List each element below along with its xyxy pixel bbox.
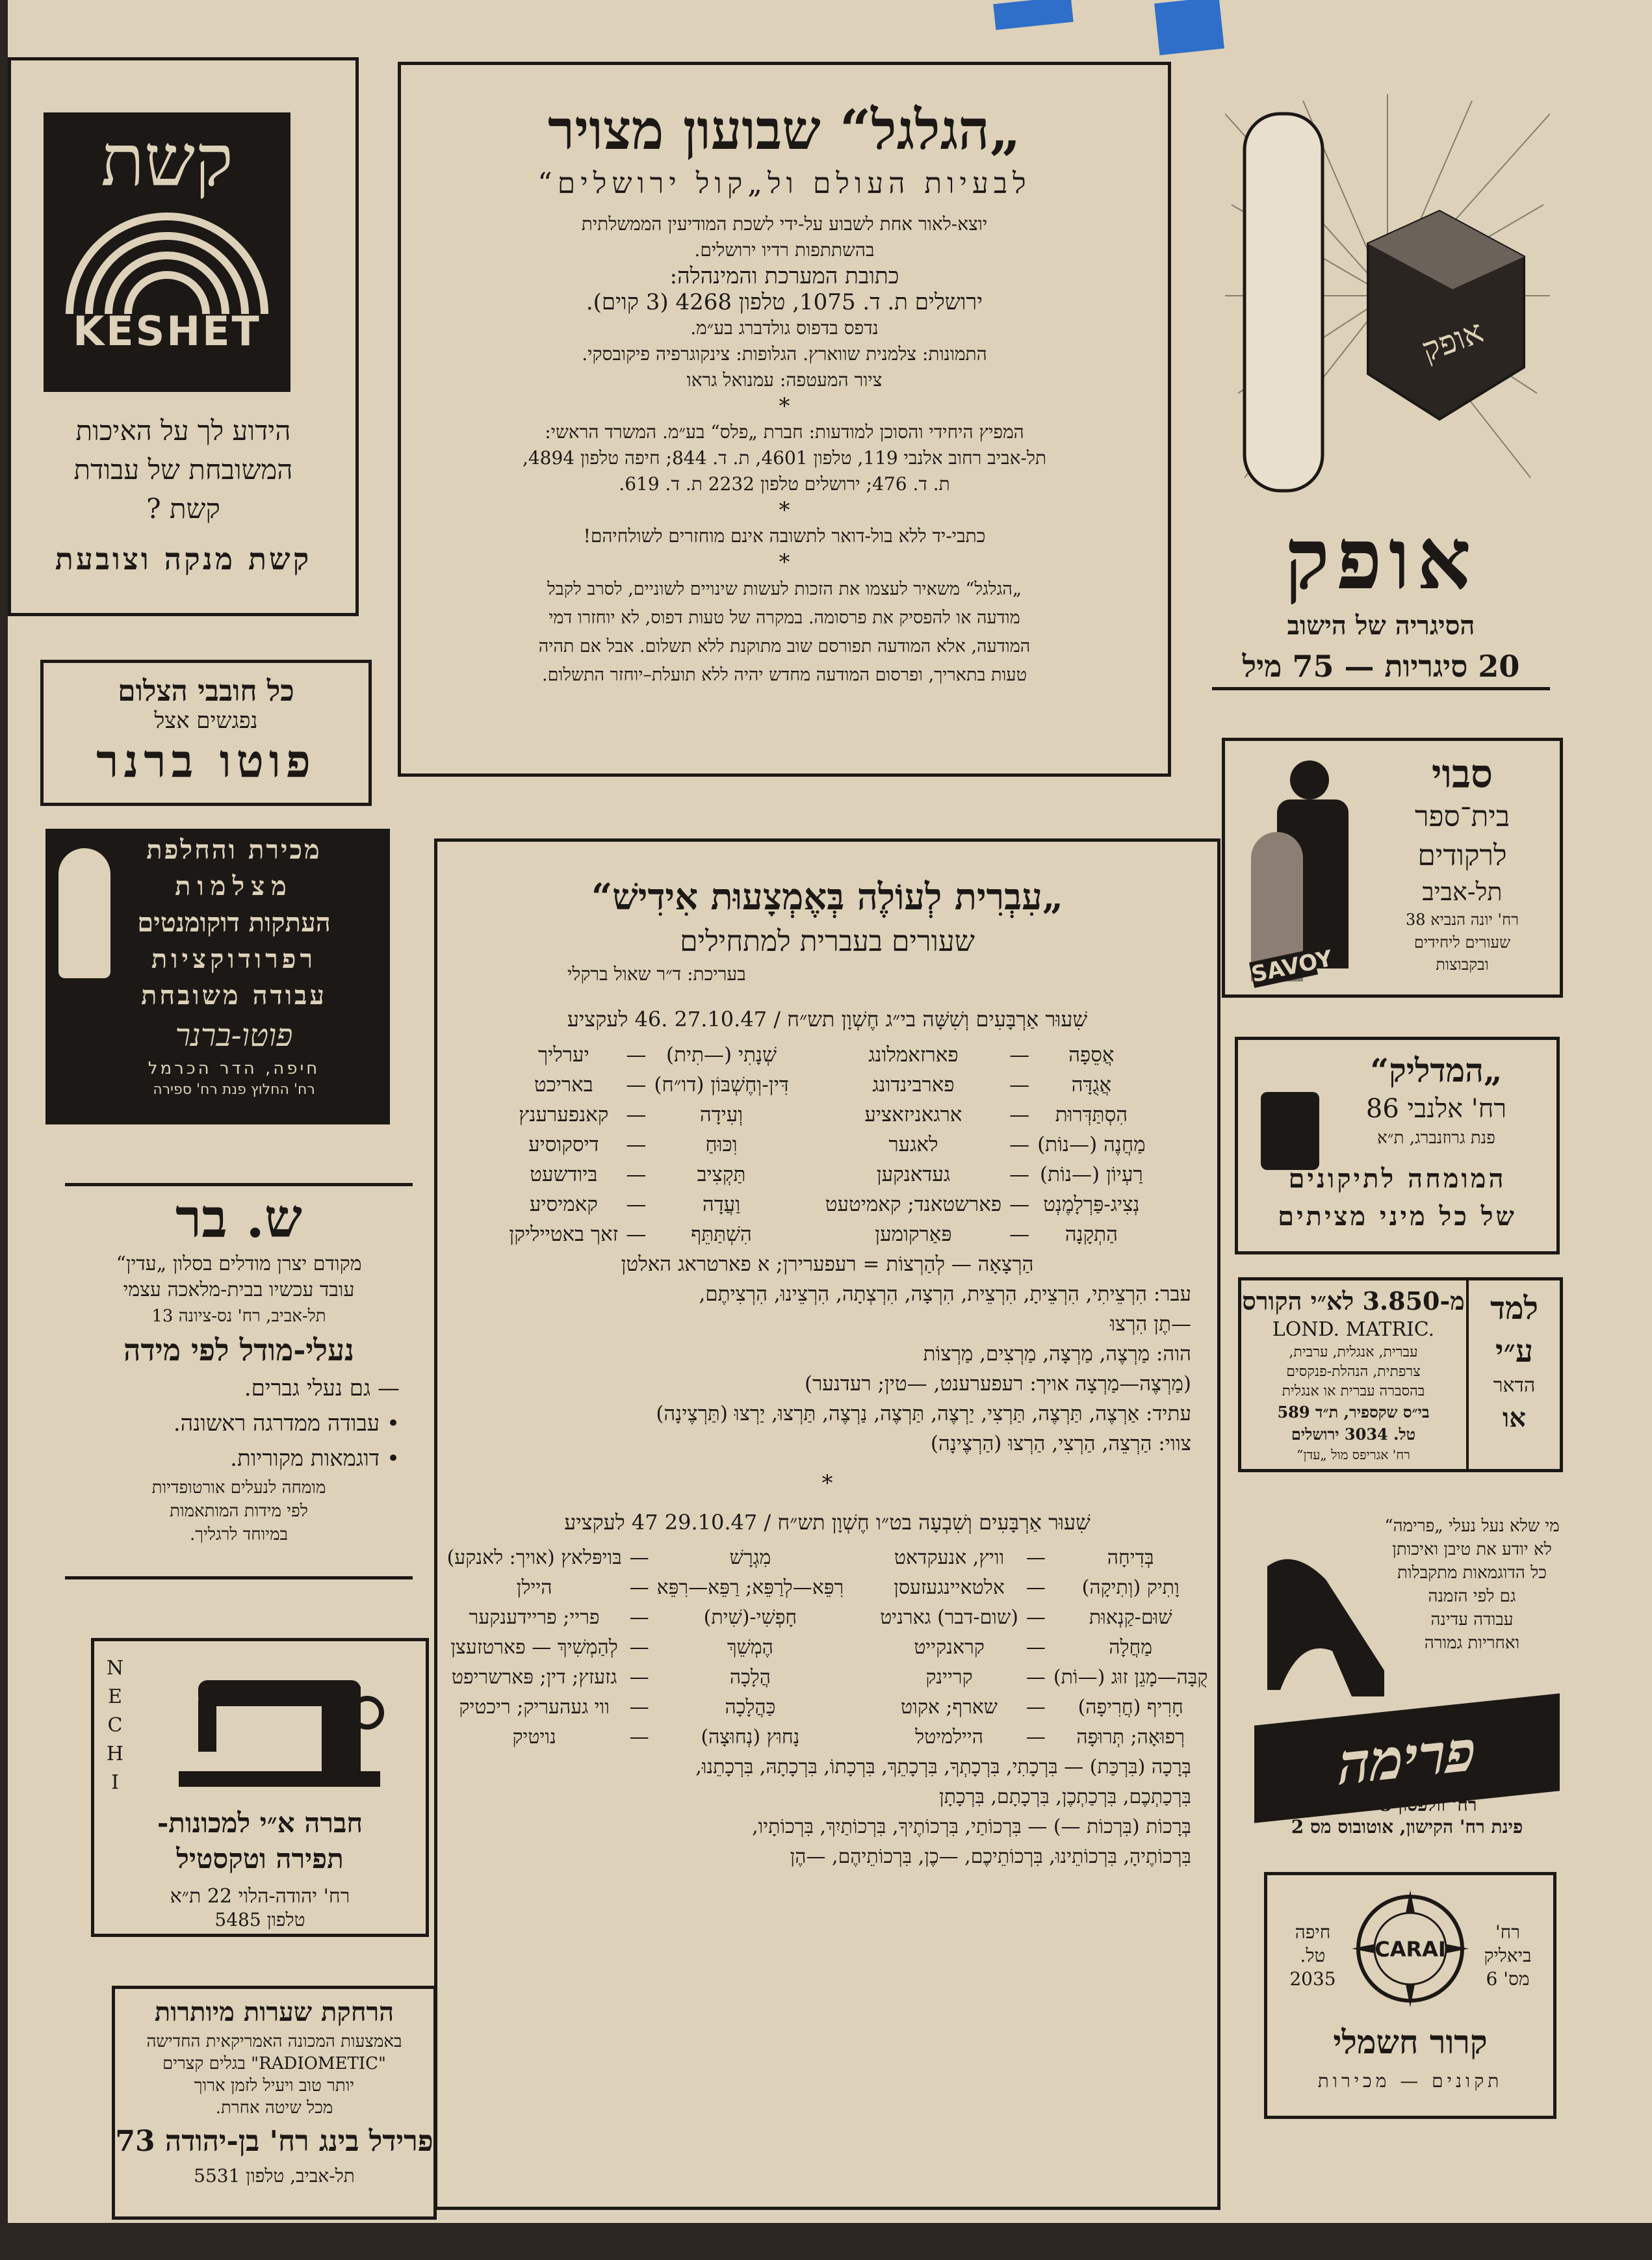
vocab-cell: —: [1026, 1696, 1046, 1719]
prima-line: גם לפי הזמנה: [1428, 1587, 1516, 1606]
grammar-line: עתיד: אַרְצֶה, תַּרְצֶה, תַּרְצִי, יַרְצֶה, תַּרְצֶה, נַרְצֶה, תַּרְצוּ, יַרְצוּ (תַּרְצֶינָה): [656, 1402, 1191, 1425]
imprint-line: המפיץ היחידי והסוכן למודעות: חברת „פלס“ בע״מ. המשרד הראשי:: [545, 421, 1024, 443]
vocab-row: [443, 1722, 1212, 1752]
grammar-line: בְּרָכוֹת (בִּרְכוֹת —) — בִּרְכוֹתַי, בִּרְכוֹתֶיךָ, בִּרְכוֹתַיִךְ, בִּרְכוֹתָיו,: [752, 1815, 1191, 1838]
ofek-brand: אופק: [1284, 509, 1478, 608]
vocab-cell: היילן: [516, 1576, 552, 1599]
vocab-cell: קֻבָּה—מָגֵן זוּג (—וֹת): [1053, 1666, 1208, 1689]
vocab-cell: —: [626, 1163, 647, 1186]
cool-city: טל.: [1300, 1945, 1326, 1966]
paper-subtitle: לבעיות העולם ול„קול ירושלים“: [537, 167, 1031, 200]
imprint-line: בהשתתפות רדיו ירושלים.: [694, 239, 875, 261]
page-edge: [0, 2223, 1652, 2260]
prima-brand: פרימה: [1337, 1717, 1477, 1799]
matric-line: רח' אגריפס מול „עדן“: [1297, 1447, 1410, 1462]
cool-emblem-text: CARAI: [1375, 1937, 1446, 1962]
vocab-cell: —: [1026, 1606, 1046, 1629]
copying-line: העתקות דוקומנטים: [137, 907, 331, 938]
vocab-row: [505, 1040, 1149, 1070]
hair-line: מכל שיטה אחרת.: [215, 2098, 333, 2118]
imprint-line: כתובת המערכת והמינהלה:: [669, 263, 899, 289]
vocab-cell: בְּדִיחָה: [1107, 1546, 1154, 1569]
vocab-cell: —: [629, 1636, 649, 1659]
vocab-cell: וְעִידָה: [699, 1103, 743, 1126]
ad-savoy: [1222, 738, 1563, 998]
nechi-phone: טלפון 5485: [214, 1909, 305, 1930]
sewing-machine-icon: [172, 1661, 387, 1791]
cool-name: קרור חשמלי: [1333, 2023, 1488, 2061]
separator-star: *: [779, 497, 790, 523]
ber-line: תל-אביב, רח' נס-ציונה 13: [151, 1306, 326, 1326]
vocab-cell: בּויפּלאץ (אויך: לאנקע): [446, 1546, 622, 1569]
ad-cool-electric: [1264, 1872, 1556, 2119]
grammar-line: צווי: הַרְצֵה, הַרְצִי, הַרְצוּ (הַרְצֶינָה): [930, 1432, 1191, 1455]
vocab-cell: קריינק: [925, 1666, 973, 1689]
vocab-cell: רַעְיוֹן (—נוֹת): [1040, 1163, 1143, 1186]
vocab-cell: פארבינדונג: [872, 1073, 955, 1097]
vocab-cell: וָתִיק (וְתִיקָה): [1081, 1576, 1180, 1599]
vocab-cell: —: [629, 1666, 649, 1689]
separator-star: *: [821, 1470, 833, 1496]
grammar-line: בְּרָכָה (בִּרְכַּת) — בִּרְכָתִי, בִּרְכָתְךָ, בִּרְכָתֵךְ, בִּרְכָתוֹ, בִּרְכָתָהּ, בִּרְכָתֵנוּ,: [695, 1756, 1191, 1778]
vocab-cell: שארף; אקוט: [901, 1696, 998, 1719]
vocab-cell: חָרִיף (חֲרִיפָה): [1078, 1696, 1183, 1719]
prima-line: ואחריות גמורה: [1424, 1633, 1520, 1653]
ad-hair-removal: [112, 1986, 437, 2220]
keshet-text-line: הידוע לך על האיכות: [75, 415, 291, 447]
cool-address: ביאליק: [1484, 1945, 1532, 1966]
savoy-line: לרקודים: [1417, 839, 1507, 872]
savoy-line: שעורים ליחידים: [1413, 933, 1511, 952]
grammar-line: (מַרְצֶה—מַרְצָה אויך: רעפערענט, —טין; רעדנער): [804, 1372, 1191, 1396]
imprint-line: התמונות: צלמנית שווארץ. הגלופות: צינקוגרפיה פיקובסקי.: [582, 343, 987, 365]
savoy-line: ובקבוצות: [1436, 955, 1489, 974]
vocab-cell: קראנקייט: [914, 1636, 985, 1659]
cool-address: רח': [1495, 1921, 1521, 1943]
disclaimer-line: מודעה או להפסיק את פרסומה. במקרה של טעות דפוס, לא יוחזרו דמי: [549, 608, 1020, 628]
vocab-cell: געדאנקען: [876, 1163, 951, 1186]
matric-line: צרפתית, הנהלת-פנקסים: [1286, 1364, 1421, 1380]
keshet-logo-latin: KESHET: [73, 307, 261, 355]
masthead-imprint: [398, 62, 1171, 777]
ber-line: לפי מידות המותאמות: [170, 1501, 308, 1521]
blue-tab: [1154, 0, 1224, 55]
vocab-cell: —: [1026, 1576, 1046, 1599]
article-hebrew-lessons: [434, 838, 1220, 2210]
vocab-row: [505, 1130, 1149, 1160]
grammar-line: בִּרְכַתְכֶם, בִּרְכַתְכֶן, בִּרְכָתָם, בִּרְכָתָן: [939, 1786, 1191, 1808]
vocab-cell: מִגְרָשׁ: [729, 1546, 771, 1569]
copying-line: רפרודוקציות: [151, 944, 317, 974]
vocab-row: [505, 1070, 1149, 1100]
vocab-row: [443, 1663, 1212, 1693]
matric-side: למד: [1490, 1290, 1538, 1327]
savoy-logo-text: SAVOY: [1248, 945, 1336, 988]
vocab-cell: —: [1009, 1103, 1030, 1126]
vocab-cell: אֲגֻדָּה: [1071, 1073, 1112, 1097]
berner-subline: נפגשים אצל: [154, 708, 258, 734]
disclaimer-line: המודעה, אלא המודעה תפורסם שוב מתוקנת ללא תשלום. אבל אם תהיה: [538, 636, 1031, 656]
hamadlik-line: של כל מיני מציתים: [1278, 1201, 1517, 1232]
vocab-row: [443, 1573, 1212, 1603]
vocab-cell: נויטיק: [512, 1726, 556, 1748]
copying-line: מצלמות: [175, 871, 293, 902]
keshet-logo: [44, 112, 290, 392]
imprint-line: ירושלים ת. ד. 1075, טלפון 4268 (3 קוים).: [586, 289, 983, 315]
lesson-editor: בעריכת: ד״ר שאול ברקלי: [567, 963, 746, 985]
ber-line: מקודם יצרן מודלים בסלון „עדין“: [116, 1253, 362, 1275]
vocab-cell: כַּהֲלָכָה: [725, 1696, 776, 1719]
matric-line: בי״ס שקספיר, ת״ד 589: [1277, 1403, 1430, 1422]
vocab-cell: רְפוּאָה; תְּרוּפָה: [1076, 1726, 1185, 1748]
vocab-cell: ווי געהעריק; ריכטיק: [459, 1696, 610, 1719]
vocab-cell: (שום-דבר) גארניט: [880, 1606, 1018, 1629]
matric-line: מ-3.850 לא״י הקורס: [1242, 1286, 1465, 1316]
vocab-cell: —: [626, 1193, 647, 1216]
prima-address: פינת רח' הקישון, אוטובוס מס 2: [1291, 1816, 1523, 1838]
vocab-cell: נָחוּץ (נְחוּצָה): [701, 1726, 800, 1748]
vocab-cell: —: [626, 1133, 647, 1156]
savoy-line: תל-אביב: [1422, 877, 1503, 906]
vocab-cell: פריי; פריידענקער: [469, 1606, 600, 1629]
vocab-cell: דִּין-וְחֶשְׁבּוֹן (דו״ח): [654, 1073, 789, 1097]
vocab-cell: —: [626, 1223, 647, 1246]
vocab-cell: —: [1009, 1133, 1030, 1156]
nechi-vertical-letters: N E C H I: [106, 1657, 124, 1794]
ad-photo-copying: [45, 829, 390, 1124]
hamadlik-name: „המדליק“: [1370, 1051, 1503, 1089]
ad-nechi: [91, 1638, 429, 1937]
copying-line: מכירת והחלפת: [146, 835, 322, 865]
hair-line: יותר טוב ויעיל לזמן ארוך: [194, 2076, 355, 2096]
vocab-cell: יערליך: [537, 1043, 589, 1067]
copying-address: חיפה, הדר הכרמל: [148, 1059, 320, 1078]
vocab-cell: פארשטאנד; קאמיטעט: [825, 1193, 1002, 1216]
vocab-cell: תַּקְצִיב: [697, 1163, 746, 1186]
hair-address: תל-אביב, טלפון 5531: [194, 2165, 355, 2187]
vocab-cell: קאנפערענץ: [519, 1103, 609, 1126]
vocab-cell: הֲלָכָה: [729, 1666, 771, 1689]
vocab-cell: אֲסֵפָה: [1068, 1043, 1115, 1067]
vocab-row: [443, 1633, 1212, 1663]
separator-star: *: [779, 549, 790, 575]
vocab-row: [505, 1189, 1149, 1219]
separator-star: *: [779, 393, 790, 419]
vocab-cell: פּאַרקומען: [875, 1223, 952, 1246]
vocab-cell: —: [1026, 1546, 1046, 1569]
vocab-cell: שׁוּם-קַנְאוּת: [1089, 1606, 1172, 1629]
ber-line: מומחה לנעלים אורטופדיות: [151, 1478, 326, 1498]
ofek-price: 20 סיגריות — 75 מיל: [1212, 645, 1550, 690]
prima-line: עבודה עדינה: [1430, 1610, 1514, 1630]
vocab-cell: הִסְתַּדְּרוּת: [1055, 1103, 1128, 1126]
vocab-cell: —: [626, 1043, 647, 1067]
vocab-cell: —: [1009, 1193, 1030, 1216]
vocab-cell: הַתְקָנָה: [1065, 1223, 1118, 1246]
vocab-cell: לְהַמְשִׁיךְ — פארטזעצן: [450, 1636, 618, 1659]
lesson-47-header: שִׁעוּר אַרְבָּעִים וְשִׁבְעָה בט״ו חֶשְׁוָן תש״ח / 29.10.47 47 לעקציע: [564, 1510, 1091, 1535]
vocab-cell: —: [629, 1726, 649, 1748]
keshet-text-line: המשובחת של עבודת: [73, 454, 293, 486]
nechi-company: חברה א״י למכונות-: [157, 1807, 363, 1839]
hair-line: באמצעות המכונה האמריקאית החדישה: [146, 2032, 402, 2051]
lesson-46-vocab: [505, 1040, 1149, 1249]
imprint-line: ציור המעטפה: עמנואל גראו: [686, 369, 883, 391]
ber-line: עובד עכשיו בבית-מלאכה עצמי: [123, 1279, 355, 1301]
vocab-cell: מַחֲלָה: [1109, 1636, 1153, 1659]
ad-ofek: [1212, 88, 1573, 702]
lesson-47-vocab: [443, 1543, 1212, 1752]
matric-line: עברית, אנגלית, ערבית,: [1289, 1344, 1418, 1360]
vocab-cell: הֶמְשֵׁךְ: [727, 1636, 773, 1659]
blue-tab: [993, 0, 1074, 30]
matric-line: טל. 3034 ירושלים: [1291, 1425, 1416, 1444]
hair-headline: הרחקת שערות מיותרות: [154, 1997, 394, 2027]
vocab-cell: —: [629, 1606, 649, 1629]
vocab-cell: נְצִיג-פַּרְלָמֶנְט: [1043, 1193, 1140, 1216]
vocab-cell: שְׁנָתִי (—תִית): [666, 1043, 777, 1067]
vocab-cell: —: [629, 1576, 649, 1599]
vocab-row: [443, 1693, 1212, 1722]
imprint-line: כתבי-יד ללא בול-דואר לתשובה אינם מוחזרים לשולחיהם!: [583, 525, 986, 547]
hair-name: פרידל בינג רח' בן-יהודה 73: [115, 2125, 433, 2158]
cigarette-pack-illustration: [1225, 88, 1550, 504]
berner-name: פוטו ברנר: [96, 734, 316, 788]
matric-line: בהסברה עברית או אנגלית: [1282, 1383, 1425, 1399]
copying-signature: פוטו-ברנר: [175, 1017, 293, 1054]
vocab-cell: אלטאיינגעזעסן: [894, 1576, 1005, 1599]
imprint-line: תל-אביב רחוב אלנבי 119, טלפון 4601, ת. ד. 844; חיפה טלפון 4894,: [522, 447, 1047, 469]
ad-prima: [1254, 1514, 1560, 1839]
vocab-cell: קאמיסיע: [529, 1193, 598, 1216]
vocab-row: [505, 1100, 1149, 1130]
vocab-cell: —: [626, 1103, 647, 1126]
vocab-cell: דיסקוסיע: [528, 1133, 599, 1156]
cool-city: חיפה: [1295, 1921, 1331, 1943]
high-heel-shoe-icon: [1254, 1540, 1404, 1709]
nechi-products: תפירה וטקסטיל: [176, 1843, 344, 1875]
matric-side: או: [1503, 1403, 1526, 1433]
disclaimer-line: „הגלגל“ משאיר לעצמו את הזכות לעשות שינויים לשוניים, לסרב לקבל: [547, 579, 1022, 599]
matric-line: LOND. MATRIC.: [1272, 1318, 1435, 1341]
grammar-line: עבר: הִרְצֵיתִי, הִרְצֵיתָ, הִרְצֵית, הִרְצָה, הִרְצְתָה, הִרְצֵינוּ, הִרְצִיתֶם,: [699, 1282, 1191, 1306]
ber-headline: נעלי-מודל לפי מידה: [123, 1332, 354, 1368]
lesson-46-example: הַרְצָאָה — לְהַרְצוֹת = רעפערירן; א פארטראג האלטן: [621, 1253, 1034, 1276]
vocab-cell: וִכּוּחַ: [705, 1133, 738, 1156]
imprint-line: יוצא-לאור אחת לשבוע על-ידי לשכת המודיעין הממשלתית: [581, 213, 988, 235]
disclaimer-line: טעות בתאריך, ופרסום המודעה מחדש יהיה ללא תועלת–יוחזר התשלום.: [541, 665, 1027, 685]
imprint-line: נדפס בדפוס גולדברג בע״מ.: [690, 317, 879, 339]
person-holding-camera-icon: [58, 848, 110, 978]
keshet-slogan: קשת מנקה וצובעת: [55, 541, 312, 577]
prima-line: מי שלא נעל נעלי „פרימה“: [1384, 1516, 1560, 1536]
ofek-pack-label: אופק: [1417, 312, 1488, 369]
savoy-name: סבוי: [1431, 751, 1493, 797]
vocab-cell: —: [629, 1696, 649, 1719]
vocab-cell: וַעֲדָה: [702, 1193, 741, 1216]
savoy-line: בית־ספר: [1414, 800, 1510, 833]
vocab-row: [443, 1603, 1212, 1633]
savoy-line: רח' יונה הנביא 38: [1406, 911, 1519, 929]
prima-line: כל הדוגמאות מתקבלות: [1397, 1563, 1547, 1583]
ad-photo-berner: [40, 660, 372, 806]
hamadlik-line: פנת גרוזנברג, ת״א: [1377, 1128, 1495, 1148]
ad-hamadlik: [1235, 1037, 1560, 1254]
ad-sh-ber: [65, 1183, 413, 1579]
ad-keshet: [8, 57, 359, 616]
vocab-cell: גזעזץ; דין; פּארשריפט: [451, 1666, 617, 1689]
keshet-text-line: קשת ?: [146, 493, 220, 525]
vocab-row: [505, 1160, 1149, 1189]
prima-address: רח' וולפסון 8 ת.א.: [1337, 1794, 1477, 1815]
vocab-row: [505, 1219, 1149, 1249]
ber-bullet: • דוגמאות מקוריות.: [230, 1446, 400, 1472]
hamadlik-line: המומחה לתיקונים: [1288, 1163, 1506, 1194]
matric-side: ע״י: [1495, 1333, 1533, 1370]
imprint-line: ת. ד. 476; ירושלים טלפון 2232 ת. ד. 619.: [619, 473, 950, 495]
vocab-cell: —: [629, 1546, 649, 1569]
vocab-cell: זאך באטייליקן: [509, 1223, 619, 1246]
matric-side: הדאר: [1493, 1374, 1536, 1397]
paper-title: „הגלגל“ שבועון מצויר: [548, 97, 1021, 162]
ber-line: במיוחד לרגליך.: [189, 1525, 289, 1544]
vocab-cell: —: [1009, 1043, 1030, 1067]
vocab-cell: —: [1026, 1726, 1046, 1748]
vocab-cell: —: [1009, 1073, 1030, 1097]
vocab-cell: רִפֵּא—לְרַפֵּא; רַפֵּא—רִפֵּא: [656, 1576, 844, 1599]
ber-bullet: • עבודה ממדרגה ראשונה.: [173, 1410, 400, 1436]
vocab-cell: לאגער: [888, 1133, 938, 1156]
vocab-cell: וויץ, אנעקדאט: [894, 1546, 1005, 1569]
vocab-cell: היילמיטל: [915, 1726, 983, 1748]
lesson-46-header: שִׁעוּר אַרְבָּעִים וְשִׁשָּׁה בי״ג חֶשְׁוָן תש״ח / 27.10.47 .46 לעקציע: [567, 1007, 1088, 1032]
hair-line: "RADIOMETIC" בגלים קצרים: [162, 2054, 387, 2073]
cool-tagline: תקונים — מכירות: [1317, 2070, 1503, 2092]
lesson-series-subtitle: שעורים בעברית למתחילים: [680, 925, 975, 958]
vocab-cell: —: [1009, 1223, 1030, 1246]
prima-line: לא יודע את טיבן ואיכותן: [1392, 1540, 1552, 1559]
lighter-icon: [1261, 1092, 1319, 1170]
ofek-slogan: הסיגריה של הישוב: [1287, 610, 1475, 641]
grammar-line: —תֶן הִרְצוּ: [1110, 1312, 1191, 1336]
berner-headline: כל חובבי הצלום: [118, 675, 294, 708]
nechi-address: רח' יהודה-הלוי 22 ת״א: [170, 1885, 350, 1908]
vocab-cell: בּיודשעט: [530, 1163, 598, 1186]
vocab-cell: ארגאניזאציע: [864, 1103, 962, 1126]
cool-city: 2035: [1289, 1968, 1336, 1990]
grammar-line: בִּרְכוֹתֶיהָ, בִּרְכוֹתֵינוּ, בִּרְכוֹתֵיכֶם, —כֶן, בִּרְכוֹתֵיהֶם, —הֶן: [790, 1845, 1191, 1868]
vocab-cell: חָפְשִׁי-(שִׁית): [703, 1606, 797, 1629]
vocab-cell: —: [626, 1073, 647, 1097]
vocab-cell: פארזאמלונג: [868, 1043, 959, 1067]
keshet-logo-hebrew: קשת: [101, 119, 233, 202]
lesson-series-title: „עִבְרִית לְעוֹלֶה בְּאֶמְצָעוּת אִידִישׁ“: [591, 876, 1064, 918]
vocab-cell: הִשְׁתַּתֵּף: [691, 1223, 752, 1246]
grammar-line: הוה: מַרְצֶה, מַרְצָה, מַרְצִים, מַרְצוֹת: [923, 1342, 1191, 1366]
vocab-cell: —: [1026, 1636, 1046, 1659]
page-edge: [0, 0, 8, 2260]
ad-london-matric: [1238, 1277, 1563, 1472]
copying-address: רח' החלוץ פנת רח' ספירה: [153, 1082, 315, 1098]
vocab-cell: —: [1026, 1666, 1046, 1689]
hamadlik-line: רח' אלנבי 86: [1365, 1094, 1507, 1124]
vocab-cell: מַחֲנֶה (—נוֹת): [1037, 1133, 1146, 1156]
cool-address: מס' 6: [1486, 1968, 1530, 1990]
ber-bullet: — גם נעלי גברים.: [244, 1375, 400, 1401]
vocab-row: [443, 1543, 1212, 1573]
vocab-cell: —: [1009, 1163, 1030, 1186]
copying-line: עבודה משובחת: [141, 980, 327, 1011]
ber-name: ש. בר: [175, 1188, 302, 1250]
vocab-cell: באריכט: [534, 1073, 593, 1097]
